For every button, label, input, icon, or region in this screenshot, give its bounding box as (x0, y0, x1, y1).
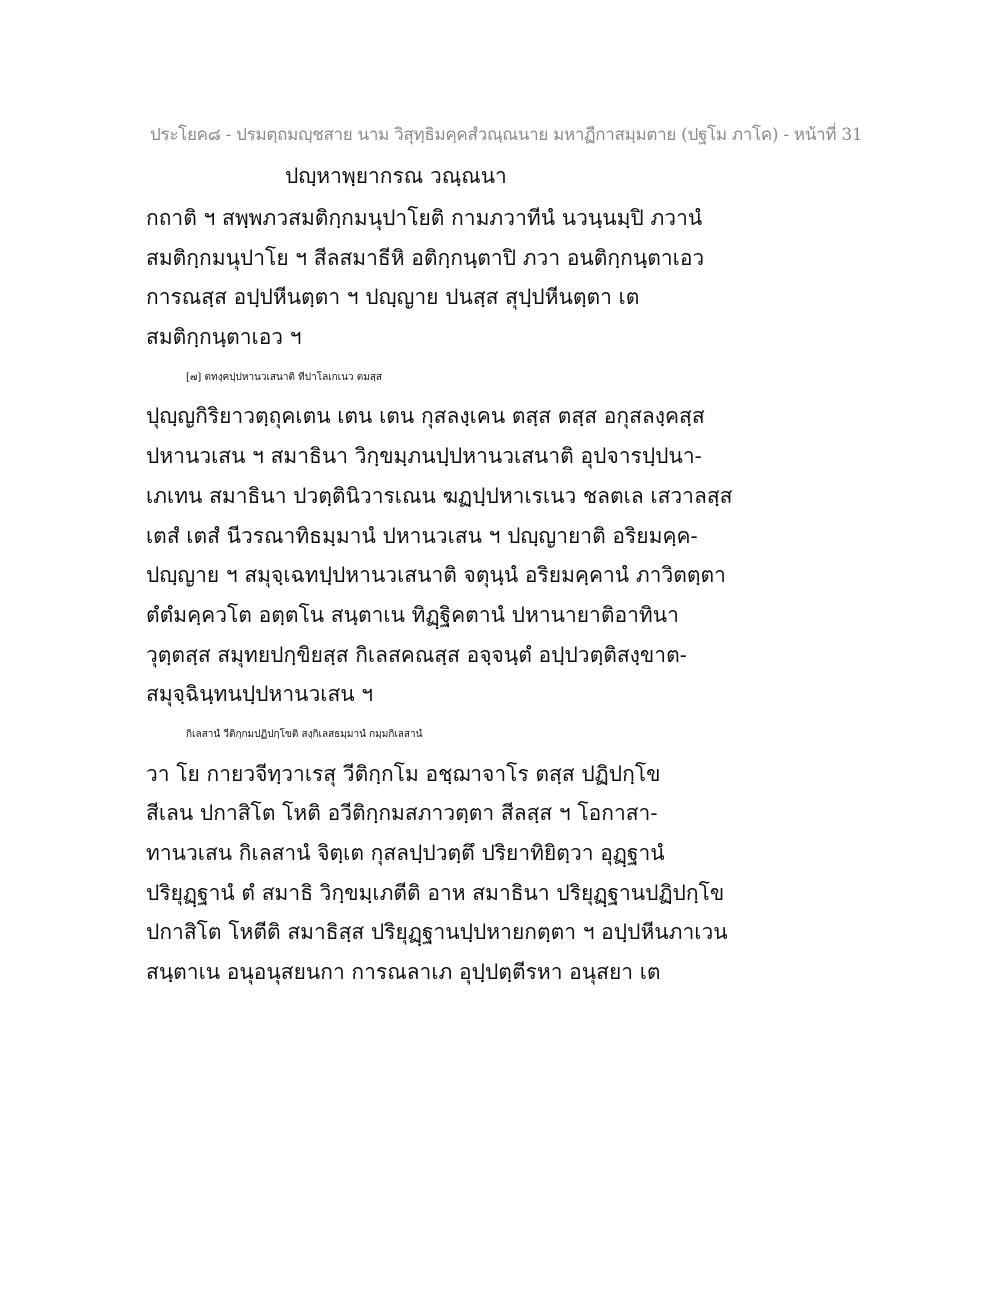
running-header: ประโยค๘ - ปรมตฺถมญฺชสาย นาม วิสุทฺธิมคฺคสํวณฺณนาย มหาฏีกาสมฺมตาย (ปฐโม ภาโค) - หน้าที่ 31 (150, 125, 863, 145)
text-line: การณสฺส อปฺปหีนตฺตา ฯ ปญฺญาย ปนสฺส สุปฺปหีนตฺตา เต (146, 285, 640, 310)
text-line: เตสํ เตสํ นีวรณาทิธมฺมานํ ปหานวเสน ฯ ปญฺญายาติ อริยมคฺค- (146, 523, 698, 548)
text-line: กถาติ ฯ สพฺพภวสมติกฺกมนุปาโยติ กามภวาทีนํ นวนฺนมฺปิ ภวานํ (146, 206, 703, 230)
text-line: วา โย กายวจีทฺวาเรสุ วีติกฺกโม อชฺฌาจาโร ตสฺส ปฏิปกฺโข (146, 761, 661, 786)
text-line: ปกาสิโต โหตีติ สมาธิสฺส ปริยุฏฺฐานปฺปหายกตฺตา ฯ อปฺปหีนภาเวน (146, 920, 728, 945)
text-line: วุตฺตสฺส สมุทยปกฺขิยสฺส กิเลสคณสฺส อจฺจนฺตํ อปฺปวตฺติสงฺขาต- (146, 642, 687, 667)
paragraph-start-line: [๗] ตทงฺคปฺปหานวเสนาติ ทีปาโลเกเนว ตมสฺส (186, 371, 383, 383)
text-line: ปหานวเสน ฯ สมาธินา วิกฺขมฺภนปฺปหานวเสนาติ อุปจารปฺปนา- (146, 444, 702, 469)
text-line: สนฺตาเน อนุอนุสยนกา การณลาเภ อุปฺปตฺตีรหา อนุสยา เต (146, 960, 661, 985)
text-line: ปริยุฏฺฐานํ ตํ สมาธิ วิกฺขมฺเภตีติ อาห สมาธินา ปริยุฏฺฐานปฏิปกฺโข (146, 880, 725, 905)
text-line: สมุจฺฉินฺทนปฺปหานวเสน ฯ (146, 682, 374, 707)
paragraph-start-line: กิเลสานํ วีติกฺกมปฏิปกฺโขติ สงฺกิเลสธมฺมานํ กมฺมกิเลสานํ (186, 728, 423, 740)
body-text (146, 199, 866, 993)
section-title: ปญฺหาพฺยากรณ วณฺณนา (285, 164, 507, 188)
text-line: สมติกฺกนฺตาเอว ฯ (146, 325, 302, 350)
text-line: ปุญฺญกิริยาวตฺถุคเตน เตน เตน กุสลงฺเคน ตสฺส ตสฺส อกุสลงฺคสฺส (146, 404, 705, 429)
text-line: ทานวเสน กิเลสานํ จิตฺเต กุสลปฺปวตฺตึ ปริยาทิยิตฺวา อุฏฺฐานํ (146, 841, 665, 865)
text-line: เภเทน สมาธินา ปวตฺตินิวารเณน ฆฏปฺปหาเรเนว ชลตเล เสวาลสฺส (146, 483, 733, 508)
text-line: ตํตํมคฺควโต อตฺตโน สนฺตาเน ทิฏฺฐิคตานํ ปหานายาติอาทินา (146, 602, 679, 627)
text-line: สีเลน ปกาสิโต โหติ อวีติกฺกมสภาวตฺตา สีลสฺส ฯ โอกาสา- (146, 801, 658, 826)
text-line: สมติกฺกมนุปาโย ฯ สีลสมาธีหิ อติกฺกนฺตาปิ ภวา อนติกฺกนฺตาเอว (146, 245, 705, 270)
text-line: ปญฺญาย ฯ สมุจฺเฉทปฺปหานวเสนาติ จตุนฺนํ อริยมคฺคานํ ภาวิตตฺตา (146, 563, 726, 588)
